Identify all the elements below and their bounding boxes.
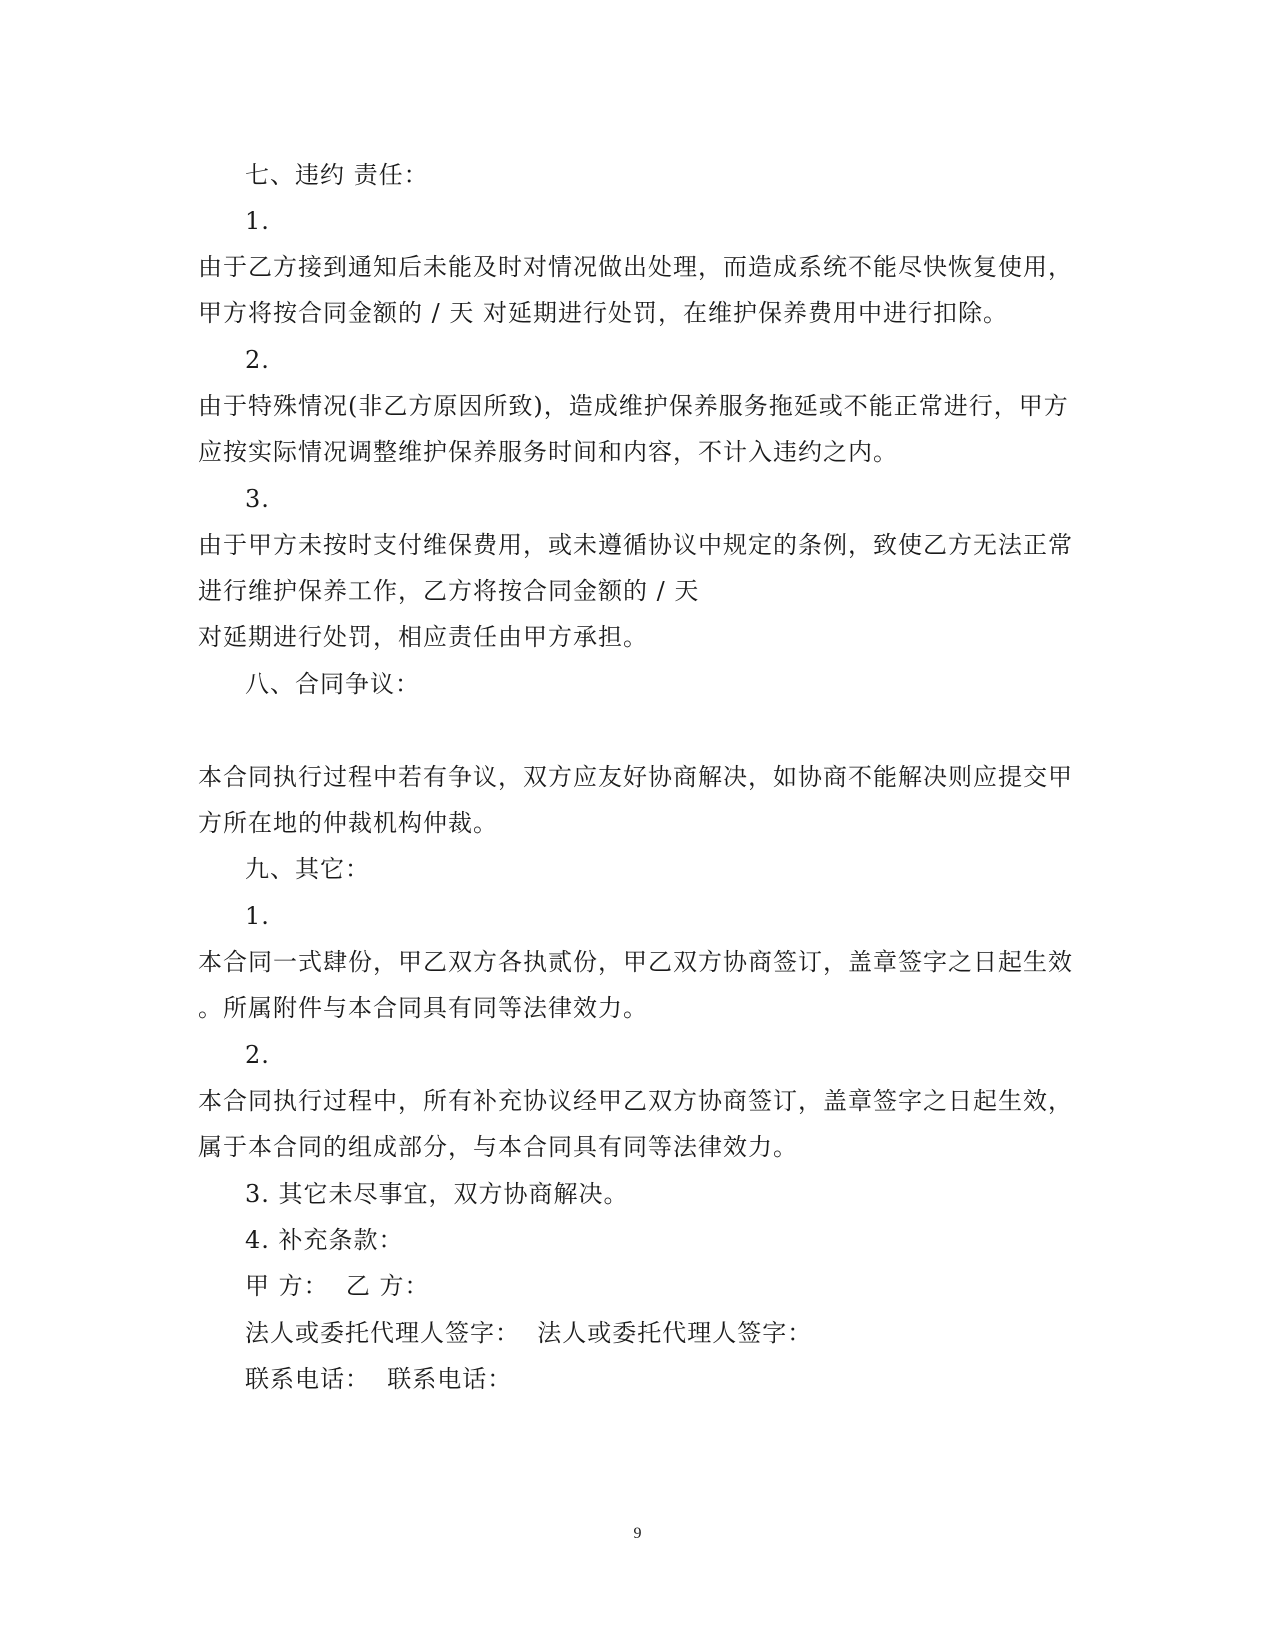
clause-9-2-number: 2. <box>245 1041 270 1069</box>
clause-7-1-line-1: 由于乙方接到通知后未能及时对情况做出处理，而造成系统不能尽快恢复使用， <box>198 253 1073 281</box>
section-9-heading: 九、其它： <box>245 855 370 883</box>
section-8-heading: 八、合同争议： <box>245 670 420 698</box>
clause-9-3: 3. 其它未尽事宜，双方协商解决。 <box>245 1180 629 1208</box>
clause-9-2-line-1: 本合同执行过程中，所有补充协议经甲乙双方协商签订，盖章签字之日起生效， <box>198 1087 1073 1115</box>
clause-7-2-line-1: 由于特殊情况(非乙方原因所致)，造成维护保养服务拖延或不能正常进行，甲方 <box>198 392 1069 420</box>
section-8-line-1: 本合同执行过程中若有争议，双方应友好协商解决，如协商不能解决则应提交甲 <box>198 763 1073 791</box>
clause-7-3-line-2: 进行维护保养工作，乙方将按合同金额的 / 天 <box>198 577 700 605</box>
party-labels: 甲 方： 乙 方： <box>245 1272 430 1300</box>
clause-9-4: 4. 补充条款： <box>245 1226 404 1254</box>
clause-7-3-number: 3. <box>245 485 270 513</box>
clause-7-1-number: 1. <box>245 207 270 235</box>
clause-7-2-line-2: 应按实际情况调整维护保养服务时间和内容，不计入违约之内。 <box>198 438 898 466</box>
clause-9-1-number: 1. <box>245 902 270 930</box>
section-7-heading: 七、违约 责任： <box>245 161 429 189</box>
clause-7-2-number: 2. <box>245 346 270 374</box>
page-number: 9 <box>633 1525 642 1542</box>
section-8-line-2: 方所在地的仲裁机构仲裁。 <box>198 809 498 837</box>
clause-9-2-line-2: 属于本合同的组成部分，与本合同具有同等法律效力。 <box>198 1133 798 1161</box>
signature-labels: 法人或委托代理人签字： 法人或委托代理人签字： <box>245 1319 813 1347</box>
clause-7-3-line-1: 由于甲方未按时支付维保费用，或未遵循协议中规定的条例，致使乙方无法正常 <box>198 531 1073 559</box>
clause-9-1-line-1: 本合同一式肆份，甲乙双方各执贰份，甲乙双方协商签订，盖章签字之日起生效 <box>198 948 1073 976</box>
clause-7-3-line-3: 对延期进行处罚，相应责任由甲方承担。 <box>198 623 648 651</box>
clause-9-1-line-2: 。所属附件与本合同具有同等法律效力。 <box>198 994 648 1022</box>
clause-7-1-line-2: 甲方将按合同金额的 / 天 对延期进行处罚，在维护保养费用中进行扣除。 <box>198 299 1008 327</box>
phone-labels: 联系电话： 联系电话： <box>245 1365 513 1393</box>
